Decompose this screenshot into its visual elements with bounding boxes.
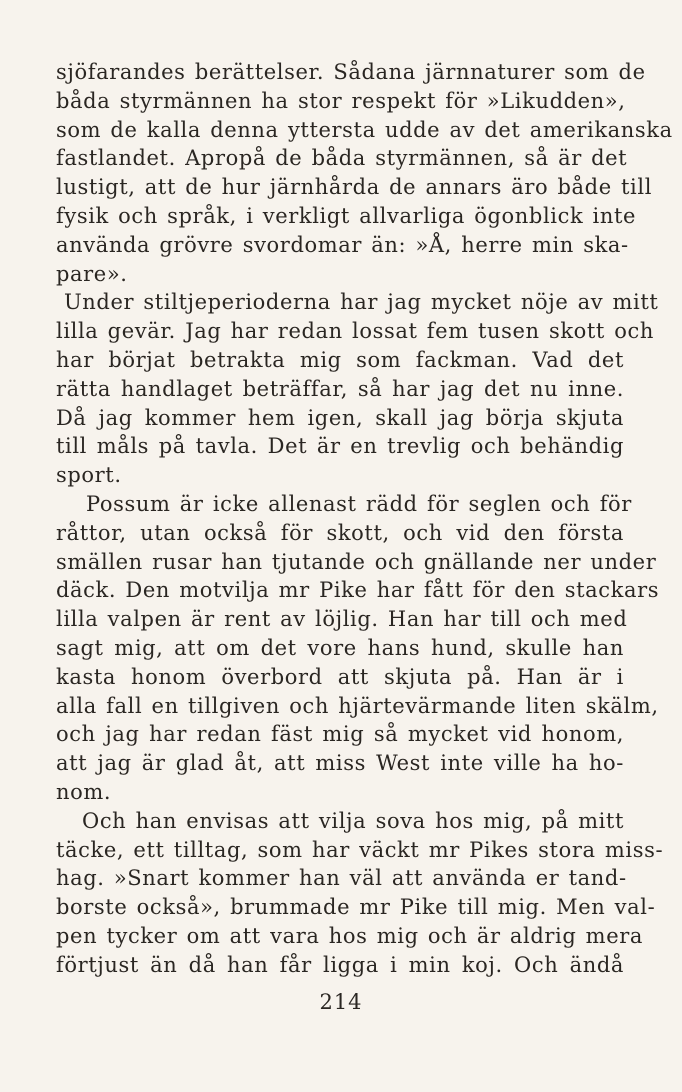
text-line: som de kalla denna yttersta udde av det amerikanska <box>56 117 673 142</box>
paragraph-start-line: Under stiltjeperioderna har jag mycket nöje av mitt <box>64 290 659 315</box>
text-line: sjöfarandes berättelser. Sådana järnnaturer som de <box>56 60 646 84</box>
text-line: Då jag kommer hem igen, skall jag börja skjuta <box>56 405 624 430</box>
text-line: lustigt, att de hur järnhårda de annars äro både till <box>56 175 653 200</box>
text-line: båda styrmännen ha stor respekt för »Likudden», <box>56 88 626 113</box>
text-line: täcke, ett tilltag, som har väckt mr Pikes stora miss- <box>56 837 664 862</box>
text-line: pen tycker om att vara hos mig och är aldrig mera <box>56 924 643 948</box>
text-line: fysik och språk, i verkligt allvarliga ögonblick inte <box>56 204 637 228</box>
text-line: nom. <box>56 780 112 804</box>
text-line: borste också», brummade mr Pike till mig. Men val- <box>56 895 656 920</box>
text-line: använda grövre svordomar än: »Å, herre min ska- <box>56 232 629 257</box>
page-number: 214 <box>319 990 363 1014</box>
paragraph-start-line: Possum är icke allenast rädd för seglen och för <box>86 492 632 516</box>
text-line: till måls på tavla. Det är en trevlig och behändig <box>56 434 624 459</box>
text-line: förtjust än då han får ligga i min koj. Och ändå <box>56 952 624 977</box>
paragraph-start-line: Och han envisas att vilja sova hos mig, på mitt <box>82 808 624 833</box>
text-line: rätta handlaget beträffar, så har jag det nu inne. <box>56 376 624 401</box>
text-line: lilla valpen är rent av löjlig. Han har till och med <box>56 607 628 632</box>
text-line: däck. Den motvilja mr Pike har fått för den stackars <box>56 578 660 603</box>
text-line: smällen rusar han tjutande och gnällande ner under <box>56 549 657 574</box>
text-line: sport. <box>56 463 122 488</box>
text-line: kasta honom överbord att skjuta på. Han är i <box>56 664 624 689</box>
text-line: sagt mig, att om det vore hans hund, skulle han <box>56 636 624 660</box>
text-line: och jag har redan fäst mig så mycket vid honom, <box>56 722 624 747</box>
text-line: har börjat betrakta mig som fackman. Vad det <box>56 348 624 372</box>
text-line: alla fall en tillgiven och hjärtevärmande liten skälm, <box>56 693 659 718</box>
text-line: lilla gevär. Jag har redan lossat fem tusen skott och <box>56 319 654 344</box>
text-line: hag. »Snart kommer han väl att använda er tand- <box>56 866 627 891</box>
text-line: fastlandet. Apropå de båda styrmännen, så är det <box>56 146 628 171</box>
text-line: pare». <box>56 261 128 286</box>
text-line: att jag är glad åt, att miss West inte ville ha ho- <box>56 751 624 776</box>
text-line: råttor, utan också för skott, och vid den första <box>56 520 624 545</box>
